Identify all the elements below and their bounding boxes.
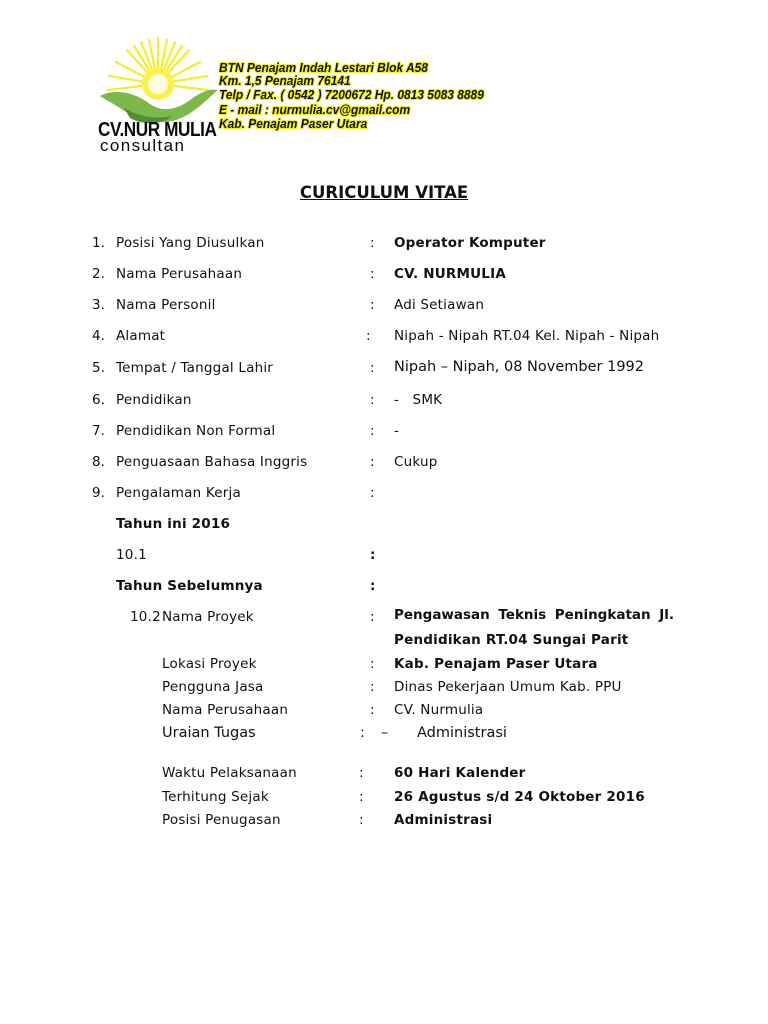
phone-line: Telp / Fax. ( 0542 ) 7200672 Hp. 0813 5083 8889 xyxy=(219,87,484,102)
company-subtitle: consultan xyxy=(100,136,186,155)
detail-label-position: Posisi Penugasan xyxy=(162,812,281,828)
detail-value-duration: 60 Hari Kalender xyxy=(394,765,526,781)
item-colon: : xyxy=(370,485,375,501)
item-colon: : xyxy=(370,266,375,282)
item-value: Adi Setiawan xyxy=(394,297,485,313)
item-label: Nama Perusahaan xyxy=(116,266,243,282)
item-colon: : xyxy=(370,423,375,439)
project-name-value-line2: Pendidikan RT.04 Sungai Parit xyxy=(394,632,629,648)
item-number: 2. xyxy=(92,266,105,282)
item-colon: : xyxy=(370,360,375,376)
document-title: CURICULUM VITAE xyxy=(299,183,469,202)
detail-label-client: Pengguna Jasa xyxy=(162,679,264,695)
item-value: CV. NURMULIA xyxy=(394,266,506,282)
item-value: - SMK xyxy=(394,392,443,408)
previous-years-heading: Tahun Sebelumnya xyxy=(116,578,263,594)
item-label: Posisi Yang Diusulkan xyxy=(116,235,265,251)
address-line-1: BTN Penajam Indah Lestari Blok A58 xyxy=(219,60,428,75)
detail-label-duties: Uraian Tugas xyxy=(162,725,256,741)
detail-colon: : xyxy=(370,656,375,672)
item-value: Nipah - Nipah RT.04 Kel. Nipah - Nipah xyxy=(394,328,660,344)
item-number: 7. xyxy=(92,423,105,439)
region-line: Kab. Penajam Paser Utara xyxy=(219,116,368,131)
detail-colon: : xyxy=(359,789,364,805)
detail-colon: : xyxy=(359,765,364,781)
detail-label-duration: Waktu Pelaksanaan xyxy=(162,765,297,781)
item-number: 4. xyxy=(92,328,105,344)
item-number: 8. xyxy=(92,454,105,470)
detail-value-location: Kab. Penajam Paser Utara xyxy=(394,656,598,672)
item-label: Alamat xyxy=(116,328,166,344)
detail-colon: : xyxy=(370,702,375,718)
company-name: CV.NUR MULIA xyxy=(98,119,217,141)
item-colon: : xyxy=(370,392,375,408)
address-line-2: Km. 1,5 Penajam 76141 xyxy=(219,73,351,88)
detail-value-position: Administrasi xyxy=(394,812,493,828)
item-value: Operator Komputer xyxy=(394,235,546,251)
current-item-number: 10.1 xyxy=(116,547,147,563)
detail-value-client: Dinas Pekerjaan Umum Kab. PPU xyxy=(394,679,622,695)
item-label: Penguasaan Bahasa Inggris xyxy=(116,454,308,470)
item-colon: : xyxy=(370,297,375,313)
item-colon: : xyxy=(370,454,375,470)
current-item-colon: : xyxy=(370,547,376,563)
item-label: Tempat / Tanggal Lahir xyxy=(116,360,274,376)
item-label: Nama Personil xyxy=(116,297,216,313)
detail-value-start: 26 Agustus s/d 24 Oktober 2016 xyxy=(394,789,645,805)
email-line: E - mail : nurmulia.cv@gmail.com xyxy=(219,102,411,117)
item-colon: : xyxy=(366,328,371,344)
item-colon: : xyxy=(370,235,375,251)
item-label: Pendidikan Non Formal xyxy=(116,423,276,439)
previous-years-colon: : xyxy=(370,578,376,594)
detail-value-duties: Administrasi xyxy=(417,725,507,741)
detail-colon: : xyxy=(360,725,365,741)
detail-value-company: CV. Nurmulia xyxy=(394,702,484,718)
item-value: Cukup xyxy=(394,454,438,470)
project-name-colon: : xyxy=(370,609,375,625)
project-name-label: Nama Proyek xyxy=(162,609,254,625)
item-value: Nipah – Nipah, 08 November 1992 xyxy=(394,359,644,375)
detail-label-company: Nama Perusahaan xyxy=(162,702,289,718)
item-number: 5. xyxy=(92,360,105,376)
detail-label-start: Terhitung Sejak xyxy=(162,789,269,805)
project-number: 10.2 xyxy=(130,609,161,625)
detail-label-location: Lokasi Proyek xyxy=(162,656,257,672)
item-number: 3. xyxy=(92,297,105,313)
item-number: 1. xyxy=(92,235,105,251)
detail-colon: : xyxy=(370,679,375,695)
project-name-value-line1: Pengawasan Teknis Peningkatan Jl. xyxy=(394,607,674,623)
item-label: Pengalaman Kerja xyxy=(116,485,241,501)
current-year-heading: Tahun ini 2016 xyxy=(116,516,231,532)
detail-colon: : xyxy=(359,812,364,828)
item-number: 9. xyxy=(92,485,105,501)
item-value: - xyxy=(394,423,400,439)
detail-dash: – xyxy=(381,725,389,741)
item-number: 6. xyxy=(92,392,105,408)
item-label: Pendidikan xyxy=(116,392,192,408)
